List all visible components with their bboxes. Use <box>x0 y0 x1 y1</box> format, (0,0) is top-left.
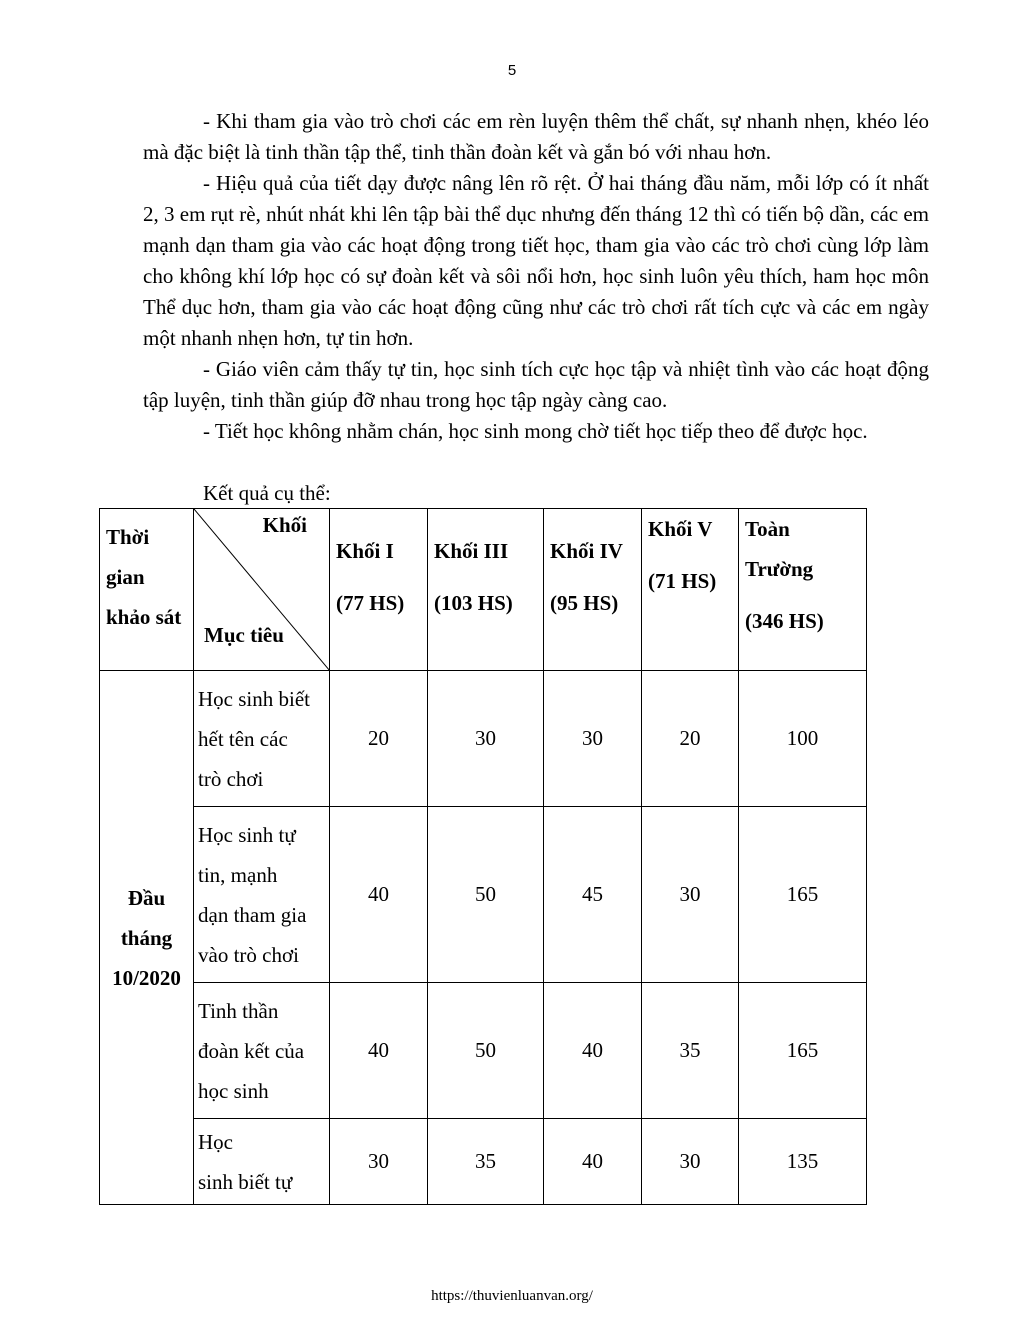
header-col-name: Toàn Trường <box>745 517 814 581</box>
value-cell: 30 <box>428 671 544 807</box>
table-row <box>100 983 867 1119</box>
period-line-1: Đầu <box>127 885 166 910</box>
table-row <box>100 1119 867 1205</box>
value-cell: 35 <box>642 983 739 1119</box>
value-cell: 165 <box>739 983 867 1119</box>
header-col-name: Khối V <box>648 517 713 541</box>
header-khoi-label: Khối <box>262 513 307 537</box>
header-col-khoi-3 <box>428 509 544 671</box>
value-cell: 20 <box>642 671 739 807</box>
header-col-toan-truong <box>739 509 867 671</box>
value-cell: 35 <box>428 1119 544 1205</box>
header-diagonal-cell <box>194 509 330 671</box>
value-cell: 135 <box>739 1119 867 1205</box>
criterion-cell <box>194 807 330 983</box>
period-cell <box>100 671 194 1205</box>
paragraph-2: - Hiệu quả của tiết dạy được nâng lên rõ rệt. Ở hai tháng đầu năm, mỗi lớp có ít nhất 2, 3 em rụt rè, nhút nhát khi lên tập bài thể dục nhưng đến tháng 12 thì có tiến bộ dần, các em mạnh dạn tham gia vào các hoạt động trong tiết học, tham gia vào các trò chơi cùng lớp làm cho không khí lớp học có sự đoàn kết và sôi nổi hơn, học sinh luôn yêu thích, ham học môn Thể dục hơn, tham gia vào các hoạt động cũng như các trò chơi rất tích cực và các em ngày một nhanh nhẹn hơn, tự tin hơn. <box>143 171 929 350</box>
header-col-count: (71 HS) <box>648 569 717 593</box>
value-cell: 20 <box>330 671 428 807</box>
header-col-khoi-5 <box>642 509 739 671</box>
result-label: Kết quả cụ thể: <box>203 481 331 505</box>
period-line-2: tháng <box>120 925 173 950</box>
header-time-line-2: gian <box>106 565 145 589</box>
footer-url: https://thuvienluanvan.org/ <box>431 1288 593 1304</box>
value-cell: 40 <box>544 983 642 1119</box>
criterion-line: tin, mạnh <box>198 862 278 887</box>
header-col-count: (103 HS) <box>434 591 513 615</box>
value-cell: 165 <box>739 807 867 983</box>
header-col-count: (95 HS) <box>550 591 619 615</box>
paragraph-3: - Giáo viên cảm thấy tự tin, học sinh tích cực học tập và nhiệt tình vào các hoạt động tập luyện, tinh thần giúp đỡ nhau trong học tập ngày càng cao. <box>143 357 929 412</box>
criterion-line: học sinh <box>198 1078 269 1103</box>
value-cell: 30 <box>642 1119 739 1205</box>
table-row <box>100 807 867 983</box>
value-cell: 50 <box>428 983 544 1119</box>
value-cell: 100 <box>739 671 867 807</box>
header-col-count: (77 HS) <box>336 591 405 615</box>
criterion-line: dạn tham gia <box>198 902 307 927</box>
criterion-cell <box>194 1119 330 1205</box>
value-cell: 30 <box>642 807 739 983</box>
value-cell: 40 <box>330 807 428 983</box>
header-col-name: Khối IV <box>550 539 623 563</box>
criterion-line: Học sinh tự <box>198 822 296 847</box>
header-col-khoi-4 <box>544 509 642 671</box>
criterion-line: Học <box>198 1129 233 1154</box>
header-time-cell <box>100 509 194 671</box>
criterion-line: hết tên các <box>198 726 288 751</box>
results-table <box>99 508 867 1205</box>
header-col-name: Khối I <box>336 539 394 563</box>
header-muc-tieu-label: Mục tiêu <box>204 623 284 647</box>
value-cell: 50 <box>428 807 544 983</box>
paragraph-1: - Khi tham gia vào trò chơi các em rèn luyện thêm thể chất, sự nhanh nhẹn, khéo léo mà đặc biệt là tinh thần tập thể, tinh thần đoàn kết và gắn bó với nhau hơn. <box>143 109 929 164</box>
value-cell: 30 <box>544 671 642 807</box>
header-col-count: (346 HS) <box>745 609 824 633</box>
criterion-line: trò chơi <box>198 766 264 791</box>
body-text <box>143 106 929 447</box>
criterion-cell <box>194 983 330 1119</box>
header-time-line-3: khảo sát <box>106 605 182 629</box>
page-number: 5 <box>507 62 517 79</box>
criterion-cell <box>194 671 330 807</box>
header-col-khoi-1 <box>330 509 428 671</box>
criterion-line: Học sinh biết <box>198 686 310 711</box>
table-row <box>100 671 867 807</box>
table-header-row <box>100 509 867 671</box>
criterion-line: Tinh thần <box>198 998 279 1023</box>
criterion-line: vào trò chơi <box>198 942 299 967</box>
criterion-line: sinh biết tự <box>198 1169 293 1194</box>
paragraph-4: - Tiết học không nhằm chán, học sinh mong chờ tiết học tiếp theo để được học. <box>203 419 868 443</box>
header-col-name: Khối III <box>434 539 509 563</box>
criterion-line: đoàn kết của <box>198 1038 305 1063</box>
header-time-line-1: Thời <box>106 525 150 549</box>
period-line-3: 10/2020 <box>112 965 181 990</box>
value-cell: 45 <box>544 807 642 983</box>
value-cell: 40 <box>544 1119 642 1205</box>
value-cell: 30 <box>330 1119 428 1205</box>
value-cell: 40 <box>330 983 428 1119</box>
